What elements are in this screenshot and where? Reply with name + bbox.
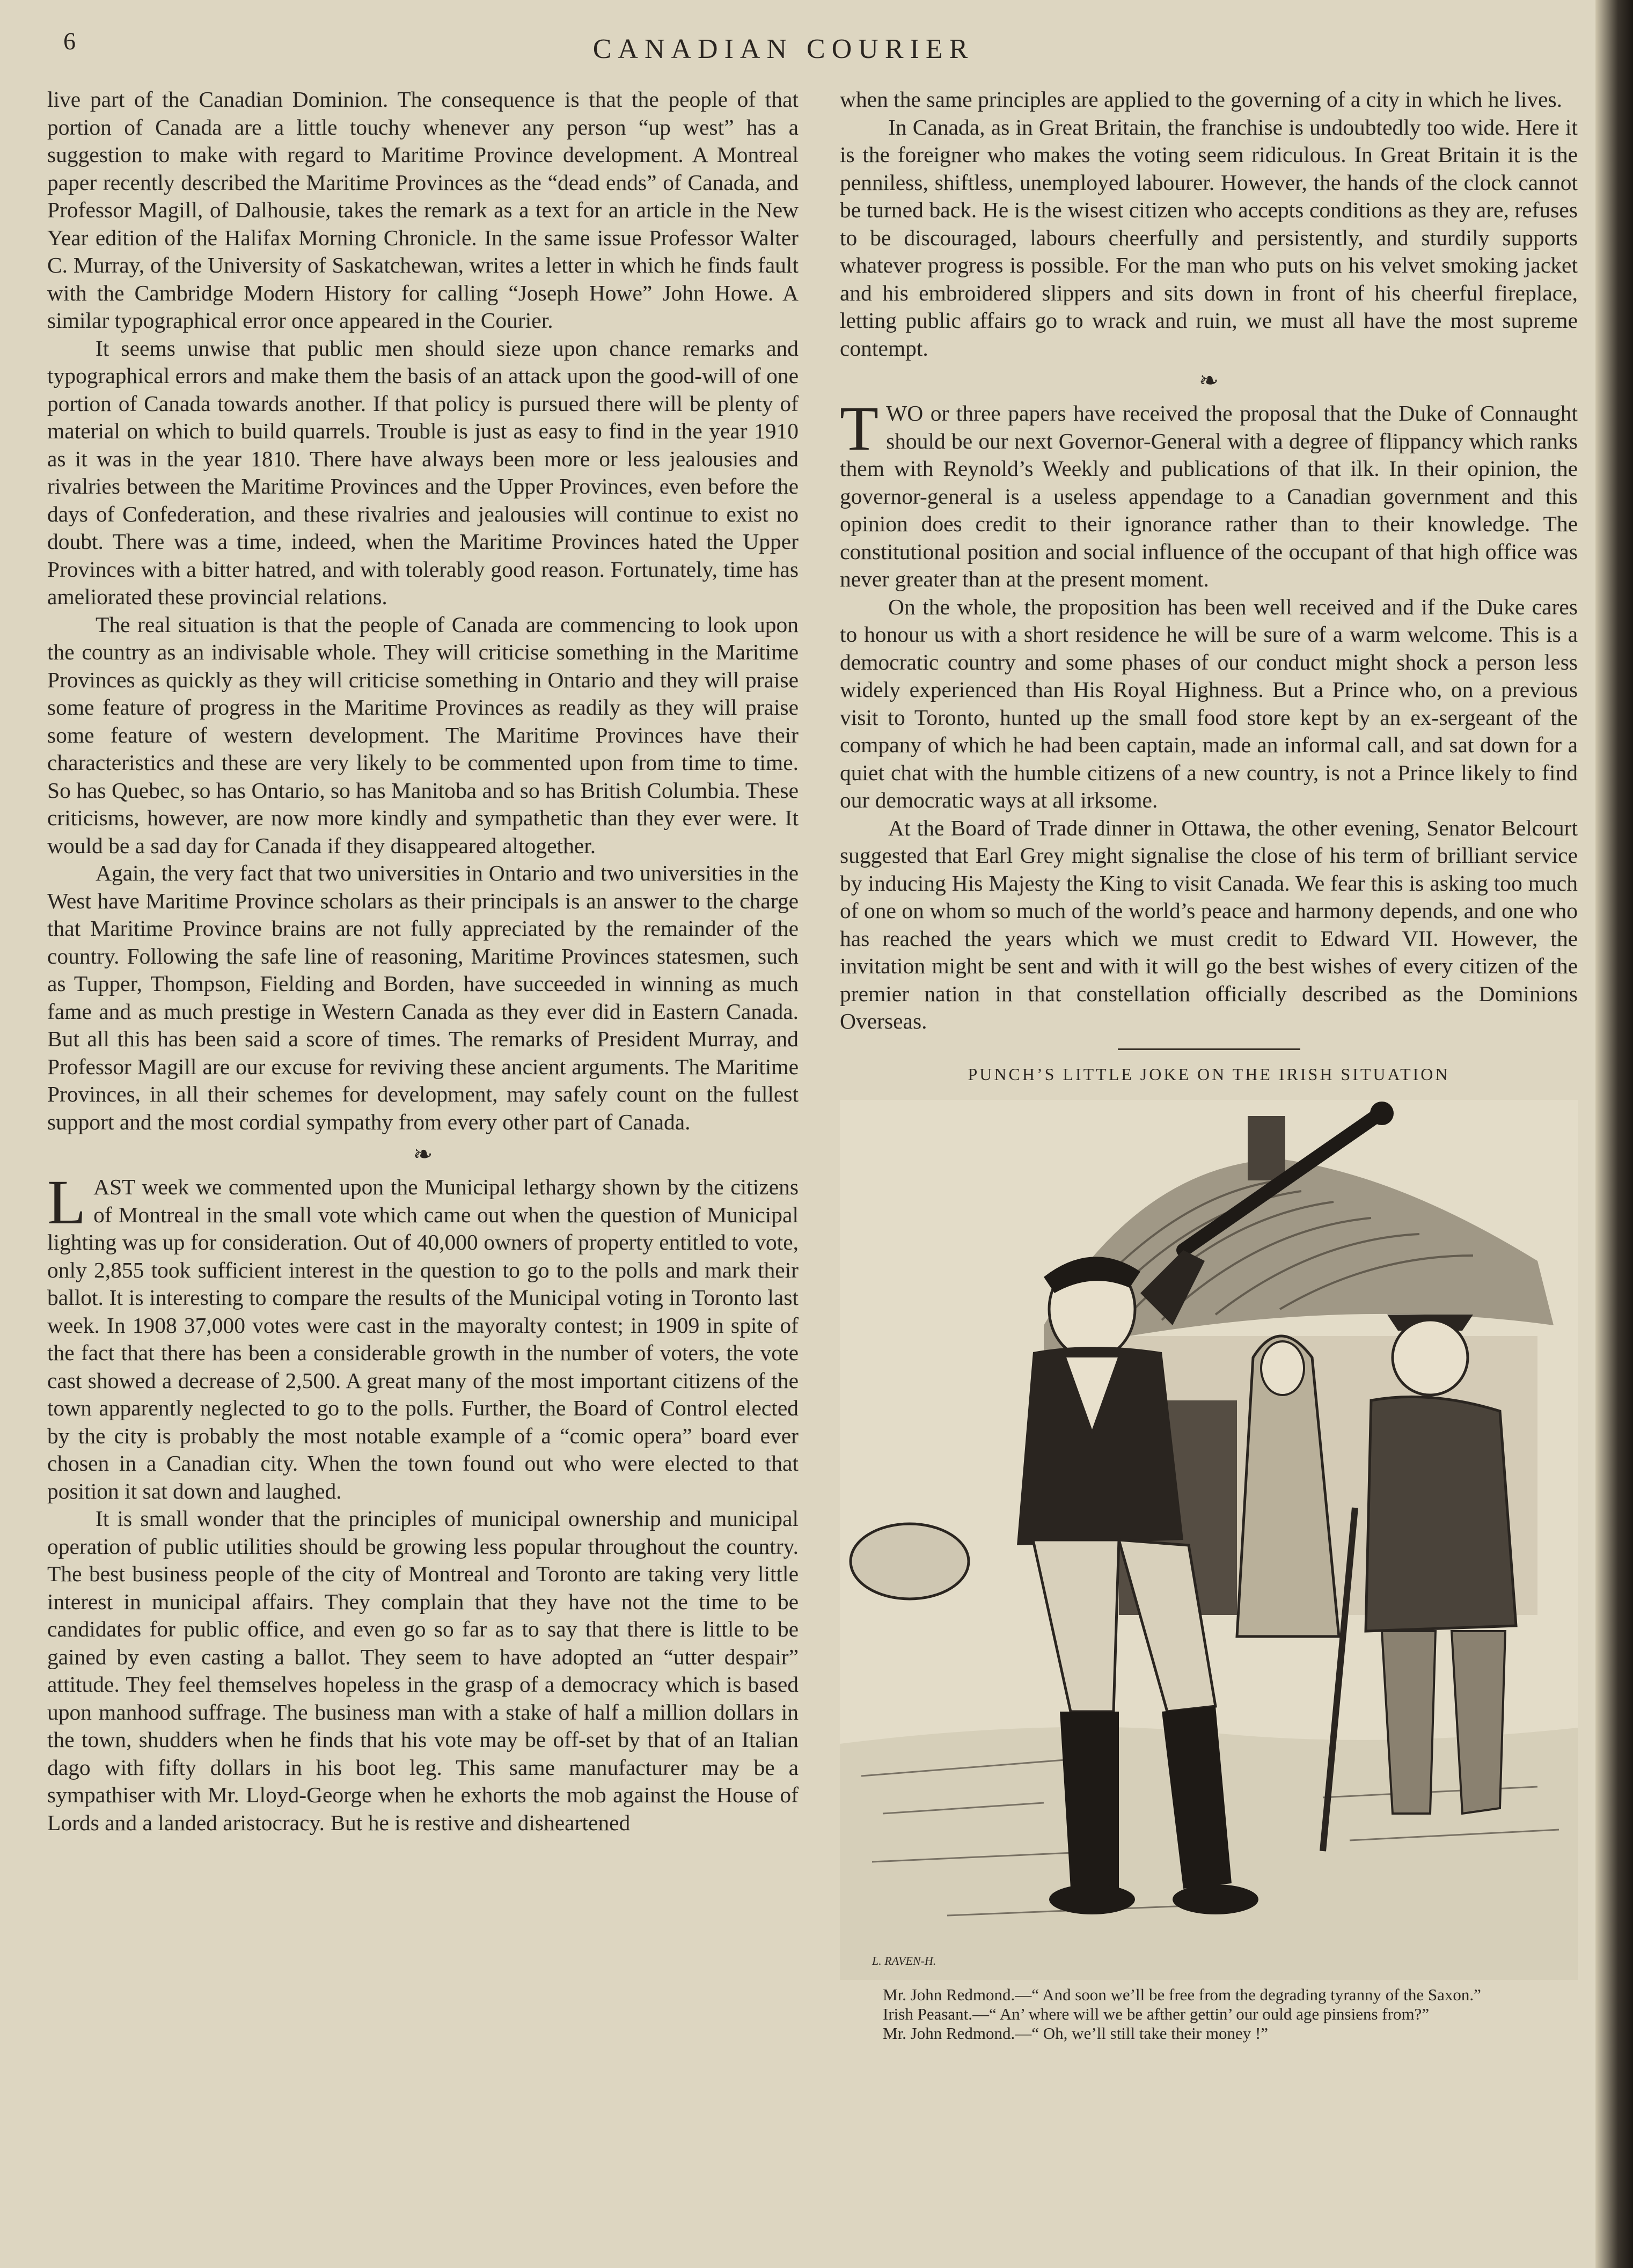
punch-cartoon-illustration: [840, 1100, 1578, 1980]
paragraph: It is small wonder that the principles of municipal ownership and municipal operation of public utilities should be growing less popular throughout the country. The best business people of the city of Montreal and Toronto are taking very little interest in municipal affairs. They complain that they have not the time to be candidates for public office, and even go so far as to say that there is little to be gained by even casting a ballot. They seem to have adopted an “utter despair” attitude. They feel themselves hopeless in the grasp of a democracy which is based upon manhood suffrage. The business man with a stake of half a million dollars in the town, shudders when he finds that his vote may be off-set by that of an Italian dago with fifty dollars in his boot leg. This same manufacturer may be a sympathiser with Mr. Lloyd-George when he exhorts the mob against the House of Lords and a landed aristocracy. But he is restive and disheartened: [47, 1506, 799, 1835]
left-column: [47, 86, 799, 1837]
paragraph-text: AST week we commented upon the Municipal lethargy shown by the citizens of Montreal in the small vote which came out when the question of Municipal lighting was up for consideration. Out of 40,000 owners of property entitled to vote, only 2,855 took sufficient interest in the question to go to the polls and mark their ballot. It is interesting to compare the results of the Municipal voting in Toronto last week. In 1908 37,000 votes were cast in the mayoralty contest; in 1909 in spite of the fact that there has been a considerable growth in the number of voters, the vote cast showed a decrease of 2,500. A great many of the most important citizens of the town apparently neglected to go to the polls. Further, the Board of Control elected by the city is probably the most notable example of a “comic opera” board ever chosen in a Canadian city. When the town found out who were elected to that position it sat down and laughed.: [47, 1175, 799, 1503]
paragraph-text: WO or three papers have received the proposal that the Duke of Connaught should be our next Governor-General with a degree of flippancy which ranks them with Reynold’s Weekly and publications of that ilk. In their opinion, the governor-general is a useless appendage to a Canadian government and this opinion does credit to their ignorance rather than to their knowledge. The constitutional position and social influence of the occupant of that high office was never greater than at the present moment.: [840, 401, 1578, 591]
drop-cap: T: [840, 393, 879, 464]
artist-signature: L. RAVEN-H.: [872, 1954, 936, 1968]
paragraph: It seems unwise that public men should sieze upon chance remarks and typographical errors and make them the basis of an attack upon the good-will of one portion of Canada towards another. If that policy is pursued there will be plenty of material on which to build quarrels. Trouble is just as easy to find in the year 1910 as it was in the year 1810. There have always been more or less jealousies and rivalries between the Maritime Provinces and the Upper Provinces, even before the days of Confederation, and these rivalries and jealousies will continue to exist no doubt. There was a time, indeed, when the Maritime Provinces hated the Upper Provinces with a bitter hatred, and with tolerably good reason. Fortunately, time has ameliorated these provincial relations.: [47, 335, 799, 609]
caption-line: Mr. John Redmond.—“ And soon we’ll be free from the degrading tyranny of the Saxon.”: [883, 1985, 1481, 2004]
chimney: [1248, 1116, 1285, 1180]
right-column: [840, 86, 1578, 2043]
cartoon-caption: [840, 1985, 1578, 2043]
page-number: 6: [63, 27, 76, 55]
caption-line: Mr. John Redmond.—“ Oh, we’ll still take their money !”: [883, 2024, 1269, 2043]
book-spine-shadow: [1595, 0, 1633, 2268]
paragraph-with-dropcap: [840, 393, 1578, 593]
paragraph: In Canada, as in Great Britain, the franchise is undoubtedly too wide. Here it is the foreigner who makes the voting seem ridiculous. In Great Britain it is the penniless, shiftless, unemployed labourer. However, the hands of the clock cannot be turned back. He is the wisest citizen who accepts conditions as they are, refuses to be discouraged, labours cheerfully and persistently, and sturdily supports whatever progress is possible. For the man who puts on his velvet smoking jacket and his embroidered slippers and sits down in front of his cheerful fireplace, letting public affairs go to wrack and ruin, we must all have the most supreme contempt.: [840, 114, 1578, 361]
paragraph: On the whole, the proposition has been well received and if the Duke cares to honour us with a short residence he will be sure of a warm welcome. This is a democratic country and some phases of our conduct might shock a person less widely experienced than His Royal Highness. But a Prince who, on a previous visit to Toronto, hunted up the small food store kept by an ex-sergeant of the company of which he had been captain, made an informal call, and sat down for a quiet chat with the humble citizens of a new country, is not a Prince likely to find our democratic ways at all irksome.: [840, 594, 1578, 812]
section-ornament: ❧: [1199, 368, 1219, 394]
paragraph: when the same principles are applied to the governing of a city in which he lives.: [840, 87, 1563, 112]
divider-rule: [1118, 1048, 1300, 1050]
section-ornament: ❧: [413, 1141, 433, 1168]
paragraph-with-dropcap: [47, 1167, 799, 1505]
paragraph: live part of the Canadian Dominion. The consequence is that the people of that portion of Canada are a little touchy whenever any person “up west” has a suggestion to make with regard to Maritime Province development. A Montreal paper recently described the Maritime Provinces as the “dead ends” of Canada, and Professor Magill, of Dalhousie, takes the remark as a text for an article in the New Year edition of the Halifax Morning Chronicle. In the same issue Professor Walter C. Murray, of the University of Saskatchewan, writes a letter in which he finds fault with the Cambridge Modern History for calling “Joseph Howe” John Howe. A similar typographical error once appeared in the Courier.: [47, 87, 799, 333]
paragraph: The real situation is that the people of Canada are commencing to look upon the country as an indivisable whole. They will criticise something in the Maritime Provinces as quickly as they will criticise something in Ontario and they will praise some feature of progress in the Maritime Provinces as readily as they will praise some feature of western development. The Maritime Provinces have their characteristics and these are very likely to be commented upon from time to time. So has Quebec, so has Ontario, so has Manitoba and so has British Columbia. These criticisms, however, are now more kindly and sympathetic than they ever were. It would be a sad day for Canada if they disappeared altogether.: [47, 612, 799, 858]
paragraph: At the Board of Trade dinner in Ottawa, the other evening, Senator Belcourt suggested that Earl Grey might signalise the close of his term of brilliant service by inducing His Majesty the King to visit Canada. We fear this is asking too much of one on whom so much of the world’s peace and harmony depends, and one who has reached the years which we must credit to Edward VII. However, the invitation might be sent and with it will go the best wishes of every citizen of the premier nation in that constellation officially described as the Dominions Overseas.: [840, 815, 1578, 1033]
running-title: CANADIAN COURIER: [592, 34, 975, 64]
drop-cap: L: [47, 1167, 86, 1237]
caption-line: Irish Peasant.—“ An’ where will we be afther gettin’ our ould age pinsiens from?”: [883, 2005, 1430, 2023]
pig: [851, 1524, 969, 1599]
paragraph: Again, the very fact that two universities in Ontario and two universities in the West have Maritime Province scholars as their principals is an answer to the charge that Maritime Province brains are not fully appreciated by the remainder of the country. Following the safe line of reasoning, Maritime Provinces statesmen, such as Tupper, Thompson, Fielding and Borden, have succeeded in winning as much fame and as much prestige in Western Canada as they ever did in Eastern Canada. But all this has been said a score of times. The remarks of President Murray, and Professor Magill are our excuse for reviving these ancient arguments. The Maritime Provinces, in all their schemes for development, may safely count on the fullest support and the most cordial sympathy from every other part of Canada.: [47, 861, 799, 1134]
cartoon-title: PUNCH’S LITTLE JOKE ON THE IRISH SITUATION: [968, 1064, 1450, 1084]
